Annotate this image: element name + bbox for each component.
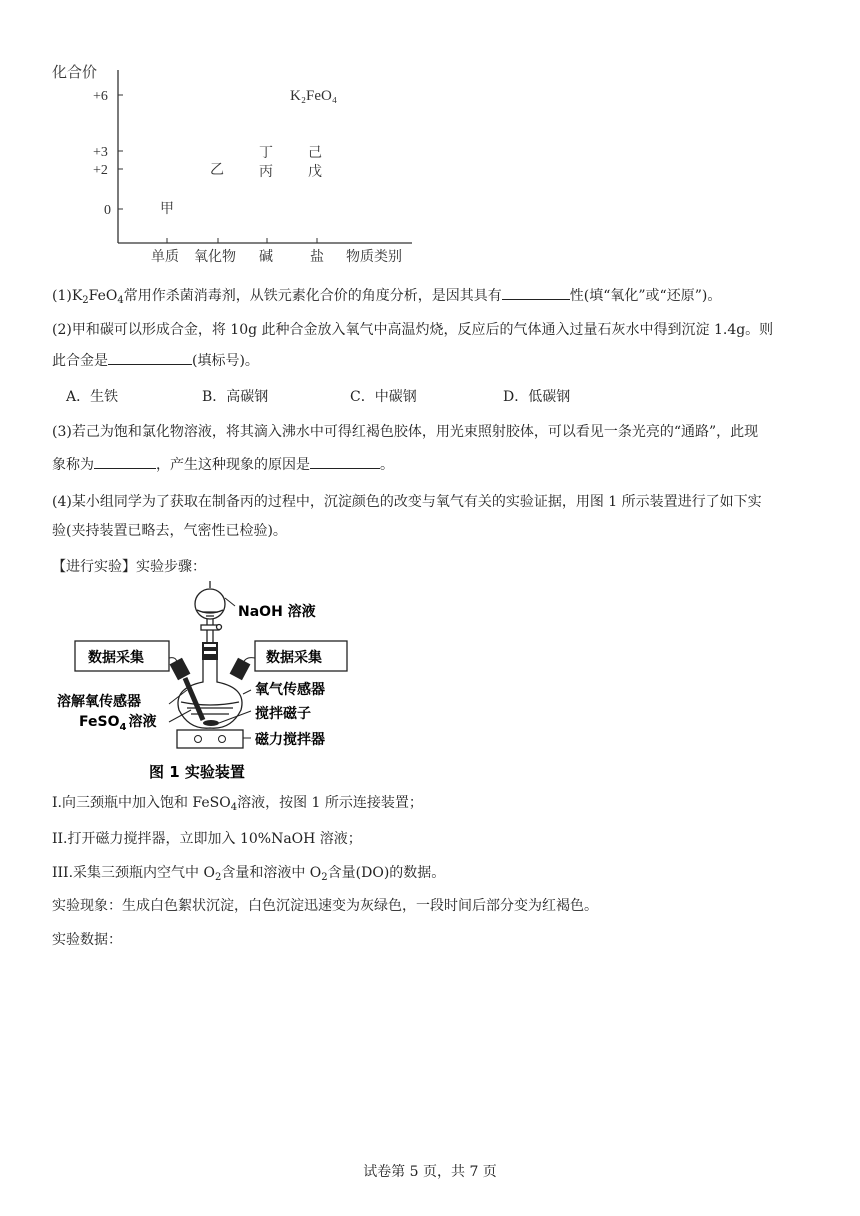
section-heading: 【进行实验】实验步骤： [52, 559, 206, 575]
q1-answer-blank[interactable] [502, 285, 570, 300]
question-2-line1: (2)甲和碳可以形成合金，将 10g 此种合金放入氧气中高温灼烧，反应后的气体通入过量石灰水中得到沉淀 1.4g。则 [52, 322, 774, 338]
data-collector-right-label: 数据采集 [266, 650, 322, 666]
x-cat-salt: 盐 [310, 249, 324, 265]
step-3: III.采集三颈瓶内空气中 $O_2$含量和溶液中 $O_2$含量(DO)的数据。 [52, 865, 446, 883]
point-ding: 丁 [259, 145, 273, 161]
step-2: II.打开磁力搅拌器，立即加入 10%NaOH 溶液； [52, 831, 362, 847]
point-ji: 己 [308, 145, 322, 161]
data-heading: 实验数据： [52, 932, 122, 948]
option-a[interactable]: A．生铁 [66, 389, 119, 405]
question-3-line2: 象称为 ，产生这种现象的原因是 。 [52, 454, 812, 475]
question-3-line1: (3)若己为饱和氯化物溶液，将其滴入沸水中可得红褐色胶体，用光束照射胶体，可以看见一条光亮的“通路”，此现 [52, 424, 759, 440]
point-bing: 丙 [259, 164, 273, 180]
y-tick-6: +6 [93, 89, 108, 104]
stir-bar-label: 搅拌磁子 [255, 706, 311, 722]
magnetic-stirrer-icon [177, 730, 243, 748]
figure-caption: 图 1 实验装置 [149, 763, 245, 781]
valence-chart [40, 55, 430, 270]
option-c[interactable]: C．中碳钢 [350, 389, 417, 405]
option-d[interactable]: D．低碳钢 [503, 389, 571, 405]
point-k2feo4: K₂FeO₄ [290, 88, 338, 104]
y-tick-3: +3 [93, 145, 108, 160]
question-4-line2: 验(夹持装置已略去，气密性已检验)。 [52, 523, 287, 539]
apparatus-diagram [55, 578, 365, 783]
question-1: $(1)K_2FeO_4$常用作杀菌消毒剂，从铁元素化合价的角度分析，是因其具有 性(填“氧化”或“还原”)。 [52, 285, 812, 311]
x-cat-oxide: 氧化物 [194, 249, 236, 265]
o2-sensor-label: 氧气传感器 [255, 682, 325, 698]
y-tick-2: +2 [93, 163, 108, 178]
point-jia: 甲 [160, 201, 174, 217]
naoh-label: NaOH 溶液 [238, 604, 316, 620]
phenomenon: 实验现象：生成白色絮状沉淀，白色沉淀迅速变为灰绿色，一段时间后部分变为红褐色。 [52, 898, 598, 914]
step-1: I.向三颈瓶中加入饱和 FeSO$_4$溶液，按图 1 所示连接装置； [52, 795, 423, 813]
point-yi: 乙 [210, 162, 224, 178]
x-cat-elemental: 单质 [151, 249, 179, 265]
point-wu: 戊 [308, 164, 322, 180]
chart-xlabel: 物质类别 [346, 249, 402, 265]
page-footer: 试卷第 5 页，共 7 页 [363, 1164, 497, 1180]
stirrer-label: 磁力搅拌器 [255, 732, 325, 748]
do-sensor-label: 溶解氧传感器 [57, 694, 141, 710]
option-b[interactable]: B．高碳钢 [202, 389, 269, 405]
q3-answer-blank-2[interactable] [310, 454, 380, 469]
q3-answer-blank-1[interactable] [94, 454, 156, 469]
question-2-line2: 此合金是 (填标号)。 [52, 350, 812, 371]
y-tick-0: 0 [104, 203, 111, 218]
chart-ylabel: 化合价 [52, 63, 98, 81]
q2-answer-blank[interactable] [108, 350, 192, 365]
separatory-funnel-icon [195, 581, 225, 642]
data-collector-left-label: 数据采集 [88, 650, 144, 666]
question-4-line1: (4)某小组同学为了获取在制备丙的过程中，沉淀颜色的改变与氧气有关的实验证据，用图 1 所示装置进行了如下实 [52, 494, 762, 510]
x-cat-base: 碱 [259, 249, 273, 265]
feso4-label: FeSO$_4$ 溶液 [79, 714, 157, 733]
